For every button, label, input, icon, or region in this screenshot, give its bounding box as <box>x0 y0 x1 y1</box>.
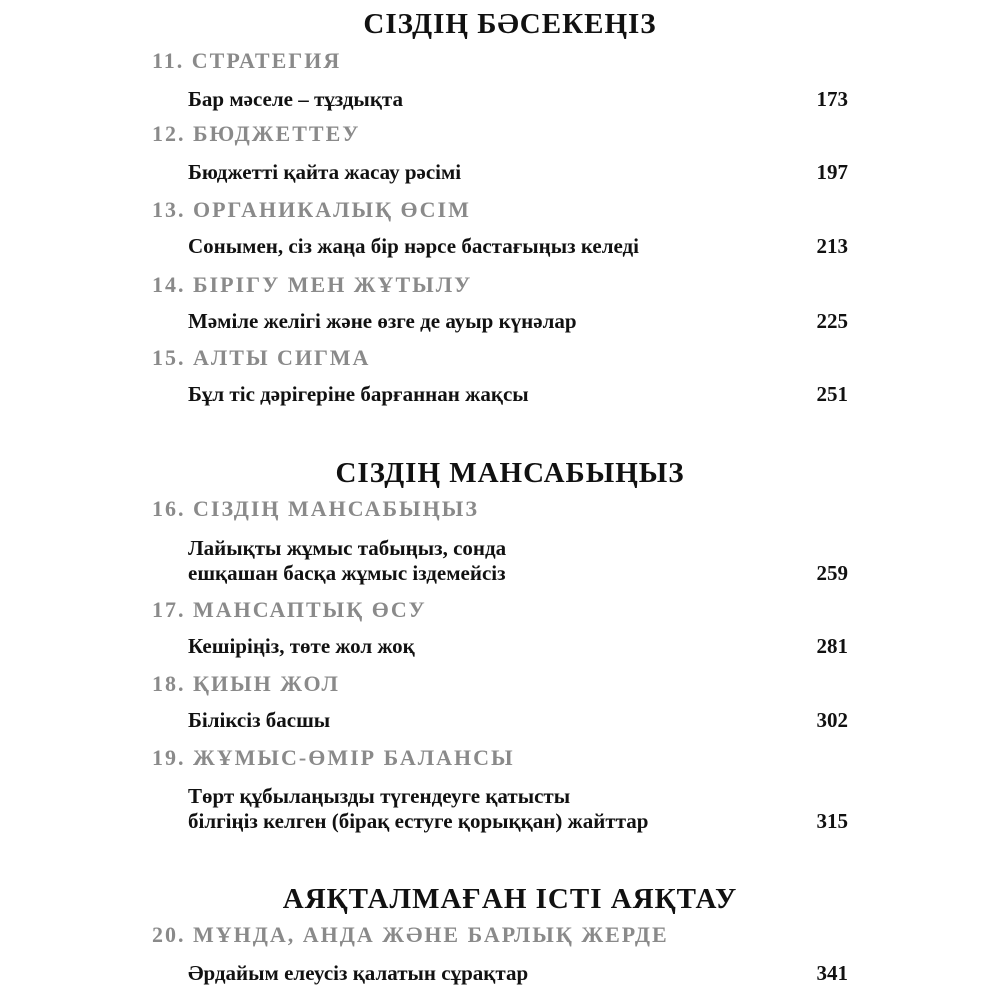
page-number: 315 <box>816 809 848 833</box>
chapter-subtitle-line-2: білгіңіз келген (бірақ естуге қорыққан) жайттар <box>188 809 649 833</box>
part-title: АЯҚТАЛМАҒАН ІСТІ АЯҚТАУ <box>282 883 738 915</box>
chapter-subtitle-line-1: Лайықты жұмыс табыңыз, сонда <box>188 536 507 560</box>
chapter-title: 17. МАНСАПТЫҚ ӨСУ <box>152 597 427 622</box>
chapter-title: 19. ЖҰМЫС-ӨМІР БАЛАНСЫ <box>152 745 515 770</box>
part-title: СІЗДІҢ МАНСАБЫҢЫЗ <box>335 457 685 489</box>
page-number: 173 <box>816 87 848 111</box>
chapter-entry <box>188 708 848 733</box>
part-title: СІЗДІҢ БӘСЕКЕҢІЗ <box>363 8 657 40</box>
chapter-title: 18. ҚИЫН ЖОЛ <box>152 671 340 696</box>
chapter-entry <box>188 536 848 586</box>
chapter-subtitle-line-2: ешқашан басқа жұмыс іздемейсіз <box>188 561 506 585</box>
chapter-subtitle: Әрдайым елеусіз қалатын сұрақтар <box>188 961 529 985</box>
chapter-title: 14. БІРІГУ МЕН ЖҰТЫЛУ <box>152 272 473 297</box>
chapter-title: 15. АЛТЫ СИГМА <box>152 345 371 370</box>
page-number: 302 <box>816 708 848 732</box>
chapter-subtitle: Бюджетті қайта жасау рәсімі <box>188 160 462 184</box>
chapter-subtitle: Сонымен, сіз жаңа бір нәрсе бастағыңыз келеді <box>188 234 640 258</box>
chapter-title: 11. СТРАТЕГИЯ <box>152 48 342 73</box>
page-number: 197 <box>816 160 848 184</box>
chapter-subtitle: Бар мәселе – тұздықта <box>188 87 404 111</box>
chapter-title: 12. БЮДЖЕТТЕУ <box>152 121 361 146</box>
chapter-subtitle-line-1: Төрт құбылаңызды түгендеуге қатысты <box>188 784 571 808</box>
chapter-entry <box>188 784 848 834</box>
page-number: 213 <box>816 234 848 258</box>
chapter-entry <box>188 234 848 259</box>
chapter-title: 20. МҰНДА, АНДА ЖӘНЕ БАРЛЫҚ ЖЕРДЕ <box>152 922 669 947</box>
page-number: 281 <box>816 634 848 658</box>
chapter-title: 16. СІЗДІҢ МАНСАБЫҢЫЗ <box>152 496 479 521</box>
chapter-entry <box>188 634 848 659</box>
page-number: 259 <box>816 561 848 585</box>
chapter-entry <box>188 87 848 112</box>
chapter-title: 13. ОРГАНИКАЛЫҚ ӨСІМ <box>152 197 471 222</box>
chapter-subtitle: Кешіріңіз, төте жол жоқ <box>188 634 415 658</box>
chapter-entry <box>188 309 848 334</box>
chapter-entry <box>188 382 848 407</box>
page-number: 251 <box>816 382 848 406</box>
chapter-subtitle: Мәміле желігі және өзге де ауыр күнәлар <box>188 309 577 333</box>
page-number: 225 <box>816 309 848 333</box>
page-number: 341 <box>816 961 848 985</box>
chapter-entry <box>188 961 848 986</box>
chapter-subtitle: Біліксіз басшы <box>188 708 331 732</box>
chapter-subtitle: Бұл тіс дәрігеріне барғаннан жақсы <box>188 382 529 406</box>
chapter-entry <box>188 160 848 185</box>
